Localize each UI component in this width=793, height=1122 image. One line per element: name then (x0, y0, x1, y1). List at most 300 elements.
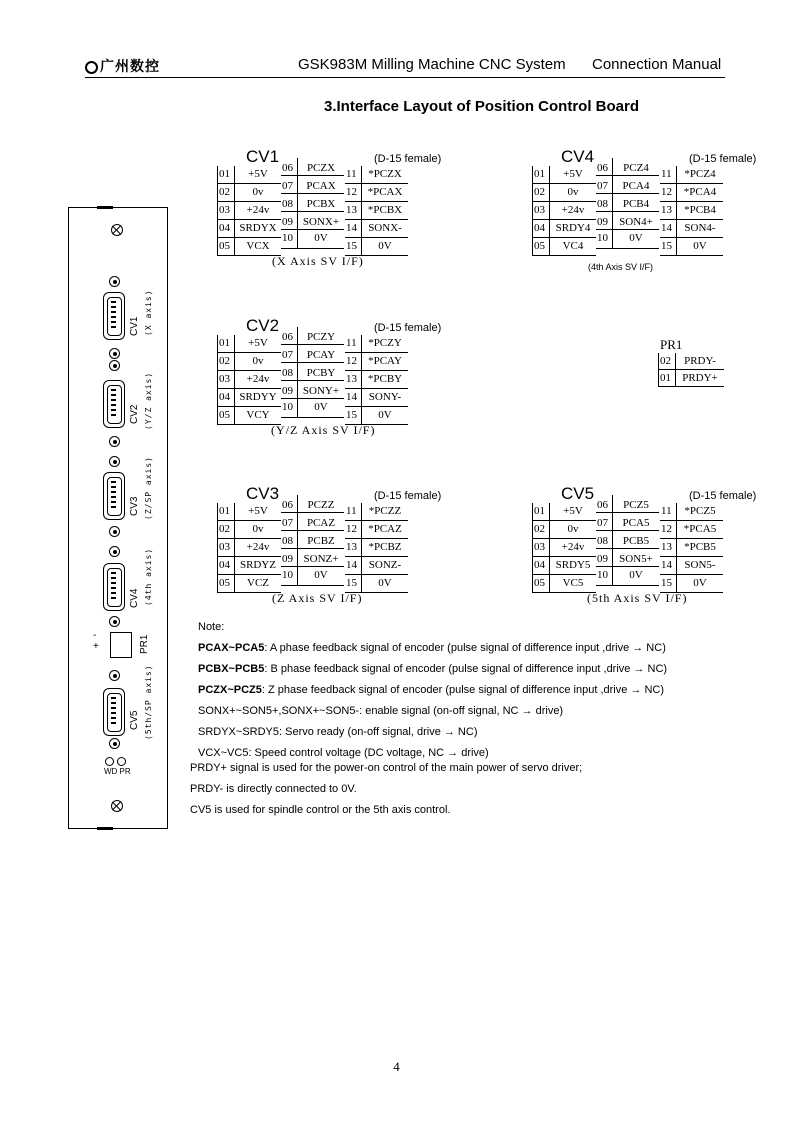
pin-number: 01 (534, 505, 545, 517)
pin-cell (281, 549, 344, 567)
pin-number: 08 (282, 535, 293, 547)
pin-number: 12 (346, 186, 357, 198)
pin-signal: VC4 (549, 238, 596, 255)
pin-signal: 0V (676, 238, 723, 255)
pin-number: 12 (346, 355, 357, 367)
pin-signal: +5V (549, 166, 596, 183)
pin-number: 08 (282, 198, 293, 210)
pin-cell (660, 539, 723, 557)
pin-cell (596, 495, 659, 513)
pin-signal: PCZX (297, 158, 344, 175)
pin-number: 08 (597, 198, 608, 210)
pin-cell (533, 521, 596, 539)
pin-cell (281, 399, 344, 418)
pin-cell (281, 531, 344, 549)
pin-signal: +24v (549, 539, 596, 556)
pin-cell (345, 166, 408, 184)
pin-signal: 0V (297, 567, 344, 585)
pin-signal: 0V (612, 567, 659, 585)
page-number: 4 (393, 1059, 400, 1074)
note-item: SRDYX~SRDY5: Servo ready (on-off signal, drive → NC) (198, 726, 478, 738)
pin-number: 03 (534, 204, 545, 216)
cv3-pin-column (345, 503, 408, 593)
pin-signal: 0V (361, 238, 408, 255)
pin-number: 11 (346, 337, 357, 349)
pin-signal: SON4+ (612, 212, 659, 229)
cv3-port-icon (103, 472, 125, 520)
pin-cell (218, 557, 281, 575)
pin-signal: PCA4 (612, 176, 659, 193)
pin-cell (281, 176, 344, 194)
pin-signal: PCZY (297, 327, 344, 344)
pin-cell (218, 166, 281, 184)
pin-cell (218, 521, 281, 539)
connector-cv1-table (217, 147, 447, 270)
pin-number: 05 (219, 577, 230, 589)
pin-number: 07 (282, 180, 293, 192)
pr1-plus-label: + (93, 641, 99, 652)
board-sublabel-cv2: (Y/Z axis) (144, 371, 153, 430)
pin-cell (345, 557, 408, 575)
pin-number: 02 (219, 523, 230, 535)
pin-number: 01 (219, 168, 230, 180)
pr1-row: 01 PRDY+ (658, 370, 724, 387)
screw-icon (109, 276, 120, 287)
pin-signal: SONY- (361, 389, 408, 406)
mounting-screw-icon (111, 800, 123, 812)
pin-signal: PCAX (297, 176, 344, 193)
pin-cell (218, 353, 281, 371)
pin-number: 05 (534, 240, 545, 252)
board-label-cv3: CV3 (129, 496, 140, 516)
cv5-pin-column (596, 495, 659, 586)
pin-number: 15 (346, 409, 357, 421)
pin-number: 13 (661, 541, 672, 553)
pin-cell (218, 184, 281, 202)
pin-cell (281, 513, 344, 531)
pin-number: 12 (661, 186, 672, 198)
pin-signal: SONX- (361, 220, 408, 237)
pin-cell (660, 557, 723, 575)
cv2-pin-column (345, 335, 408, 425)
pin-cell (345, 353, 408, 371)
pin-number: 15 (346, 577, 357, 589)
pin-signal: PCBZ (297, 531, 344, 548)
pin-signal: *PCAZ (361, 521, 408, 538)
cv3-caption: (Z Axis SV I/F) (272, 591, 363, 605)
cv4-caption: (4th Axis SV I/F) (588, 262, 654, 272)
pin-signal: SRDYZ (234, 557, 281, 574)
pin-number: 13 (346, 373, 357, 385)
pin-cell (660, 220, 723, 238)
screw-icon (109, 616, 120, 627)
pin-signal: SON5- (676, 557, 723, 574)
pin-number: 07 (282, 517, 293, 529)
pin-signal: SONY+ (297, 381, 344, 398)
pin-cell (218, 220, 281, 238)
pin-signal: SONZ- (361, 557, 408, 574)
pin-cell (533, 557, 596, 575)
mounting-screw-icon (111, 224, 123, 236)
pin-cell (281, 327, 344, 345)
pin-cell (218, 539, 281, 557)
wd-led-icon (105, 757, 114, 766)
wd-pr-label: WD PR (104, 767, 131, 776)
pin-signal: *PCZ4 (676, 166, 723, 183)
pin-signal: *PCB5 (676, 539, 723, 556)
pin-cell (345, 202, 408, 220)
cv2-type: (D-15 female) (374, 322, 442, 334)
screw-icon (109, 670, 120, 681)
pin-cell (660, 521, 723, 539)
pin-number: 08 (282, 367, 293, 379)
board-label-cv5: CV5 (129, 710, 140, 730)
pin-signal: *PCB4 (676, 202, 723, 219)
pin-signal: *PCZX (361, 166, 408, 183)
notes-title: Note: (198, 621, 225, 633)
pin-number: 06 (597, 162, 608, 174)
board-label-cv4: CV4 (129, 588, 140, 608)
pin-number: 02 (219, 186, 230, 198)
cv4-pin-column (532, 166, 596, 256)
pin-cell (596, 230, 659, 249)
pin-number: 09 (282, 385, 293, 397)
company-logo: 广州数控 (85, 56, 160, 76)
pin-cell (345, 184, 408, 202)
pin-cell (533, 220, 596, 238)
pin-number: 09 (282, 216, 293, 228)
cv1-type: (D-15 female) (374, 153, 442, 165)
pin-number: 03 (219, 373, 230, 385)
screw-icon (109, 436, 120, 447)
pr1-connector-icon (110, 632, 132, 658)
pin-cell (596, 158, 659, 176)
pin-number: 13 (346, 541, 357, 553)
pin-cell (345, 521, 408, 539)
pr1-table (658, 337, 724, 387)
screw-icon (109, 738, 120, 749)
pin-number: 14 (346, 391, 357, 403)
pin-number: 12 (661, 523, 672, 535)
pin-signal: 0v (234, 521, 281, 538)
pin-cell (533, 202, 596, 220)
pin-number: 15 (346, 240, 357, 252)
pin-signal: +5V (549, 503, 596, 520)
pin-cell (281, 567, 344, 586)
pin-cell (218, 371, 281, 389)
note-item: SONX+~SON5+,SONX+~SON5-: enable signal (on-off signal, NC → drive) (198, 705, 564, 717)
pin-number: 14 (346, 222, 357, 234)
pin-number: 03 (534, 541, 545, 553)
pin-number: 09 (282, 553, 293, 565)
pin-cell (596, 513, 659, 531)
connector-cv5-table (532, 484, 762, 607)
board-sublabel-cv3: (Z/SP axis) (144, 456, 153, 520)
pin-cell (345, 503, 408, 521)
pin-number: 05 (534, 577, 545, 589)
pin-number: 11 (661, 168, 672, 180)
pin-number: 04 (534, 222, 545, 234)
pin-cell (218, 389, 281, 407)
pin-cell (533, 539, 596, 557)
page-title: 3.Interface Layout of Position Control Board (323, 98, 640, 115)
pin-number: 09 (597, 216, 608, 228)
pin-signal: VCZ (234, 575, 281, 592)
pin-cell (218, 202, 281, 220)
pin-number: 05 (219, 409, 230, 421)
cv2-title: CV2 (246, 316, 280, 335)
pin-signal: 0V (297, 230, 344, 248)
pin-number: 02 (534, 186, 545, 198)
pin-number: 01 (219, 337, 230, 349)
pin-signal: VCX (234, 238, 281, 255)
board-label-cv2: CV2 (129, 404, 140, 424)
pin-number: 15 (661, 577, 672, 589)
pin-cell (660, 202, 723, 220)
pin-cell (281, 230, 344, 249)
pin-cell (596, 549, 659, 567)
pin-signal: PCA5 (612, 513, 659, 530)
header-divider (85, 77, 725, 78)
pin-signal: +5V (234, 503, 281, 520)
pin-number: 11 (661, 505, 672, 517)
pin-cell (281, 158, 344, 176)
pin-cell (345, 539, 408, 557)
pin-signal: PCZZ (297, 495, 344, 512)
pin-number: 05 (219, 240, 230, 252)
pin-signal: 0v (549, 184, 596, 201)
pin-signal: PCBY (297, 363, 344, 380)
pin-signal: *PCA5 (676, 521, 723, 538)
pin-number: 07 (282, 349, 293, 361)
pin-number: 10 (282, 401, 293, 413)
pr1-title: PR1 (660, 337, 683, 352)
connector-cv2-table (217, 316, 447, 439)
pin-signal: SRDY5 (549, 557, 596, 574)
header-manual: Connection Manual (592, 56, 722, 73)
pin-number: 10 (282, 569, 293, 581)
note-extra-item: CV5 is used for spindle control or the 5th axis control. (190, 804, 451, 816)
pin-signal: PCB5 (612, 531, 659, 548)
pin-signal: PCBX (297, 194, 344, 211)
cv4-title: CV4 (561, 147, 595, 166)
note-item: PCZX~PCZ5: Z phase feedback signal of encoder (pulse signal of difference input ,drive → NC) (198, 684, 665, 696)
board-sublabel-cv4: (4th axis) (144, 547, 153, 606)
pin-number: 03 (219, 204, 230, 216)
pr1-row: 02 PRDY- (658, 353, 724, 370)
cv5-title: CV5 (561, 484, 595, 503)
pin-number: 10 (597, 232, 608, 244)
pin-cell (596, 531, 659, 549)
pin-signal: SONZ+ (297, 549, 344, 566)
note-item: PCBX~PCB5: B phase feedback signal of encoder (pulse signal of difference input ,drive → NC) (198, 663, 668, 675)
cv1-caption: (X Axis SV I/F) (272, 254, 364, 268)
pin-cell (218, 503, 281, 521)
pin-cell (281, 495, 344, 513)
pin-cell (596, 212, 659, 230)
pin-signal: 0V (297, 399, 344, 417)
pin-signal: 0V (361, 575, 408, 592)
cv1-title: CV1 (246, 147, 280, 166)
pin-signal: PCAY (297, 345, 344, 362)
note-extra-item: PRDY+ signal is used for the power-on control of the main power of servo driver; (190, 762, 583, 774)
pin-signal: 0V (676, 575, 723, 592)
pin-signal: 0V (612, 230, 659, 248)
notes-extra (190, 758, 582, 821)
pin-signal: SRDYX (234, 220, 281, 237)
pin-cell (596, 176, 659, 194)
screw-icon (109, 526, 120, 537)
pin-cell (281, 194, 344, 212)
pin-signal: 0v (234, 184, 281, 201)
pin-cell (660, 184, 723, 202)
pin-cell (533, 166, 596, 184)
note-item: VCX~VC5: Speed control voltage (DC voltage, NC → drive) (198, 747, 489, 759)
pr-led-icon (117, 757, 126, 766)
board-sublabel-cv5: (5th/SP axis) (144, 664, 153, 740)
cv5-type: (D-15 female) (689, 490, 757, 502)
pin-number: 06 (282, 162, 293, 174)
pin-cell (660, 238, 723, 256)
pin-cell (596, 567, 659, 586)
pin-signal: SONX+ (297, 212, 344, 229)
pin-signal: +5V (234, 335, 281, 352)
logo-mark-icon (85, 61, 98, 74)
cv4-type: (D-15 female) (689, 153, 757, 165)
pin-signal: +24v (234, 371, 281, 388)
pin-cell (533, 184, 596, 202)
cv2-pin-column (281, 327, 344, 418)
cv2-port-icon (103, 380, 125, 428)
pin-cell (533, 503, 596, 521)
pin-cell (281, 345, 344, 363)
pin-signal: VC5 (549, 575, 596, 592)
cv2-pin-column (217, 335, 281, 425)
board-sublabel-cv1: (X axis) (144, 289, 153, 336)
pin-number: 14 (661, 559, 672, 571)
cv5-pin-column (532, 503, 596, 593)
pin-number: 01 (219, 505, 230, 517)
pin-signal: +24v (549, 202, 596, 219)
pin-number: 06 (282, 499, 293, 511)
connector-cv4-table (532, 147, 762, 272)
pin-number: 07 (597, 517, 608, 529)
pin-cell (281, 381, 344, 399)
screw-icon (109, 360, 120, 371)
pin-cell (660, 166, 723, 184)
pin-signal: *PCZ5 (676, 503, 723, 520)
pin-cell (596, 194, 659, 212)
pin-number: 04 (219, 222, 230, 234)
cv4-pin-column (660, 166, 723, 256)
pin-number: 11 (346, 168, 357, 180)
pin-cell (345, 389, 408, 407)
pin-signal: PCAZ (297, 513, 344, 530)
pin-cell (345, 220, 408, 238)
pin-number: 02 (534, 523, 545, 535)
pin-number: 13 (661, 204, 672, 216)
pin-number: 15 (661, 240, 672, 252)
pin-number: 11 (346, 505, 357, 517)
screw-icon (109, 546, 120, 557)
pin-number: 14 (346, 559, 357, 571)
pin-signal: *PCBZ (361, 539, 408, 556)
pin-number: 06 (282, 331, 293, 343)
board-label-pr1: PR1 (139, 634, 150, 654)
cv1-pin-column (281, 158, 344, 249)
pin-number: 08 (597, 535, 608, 547)
pin-signal: *PCA4 (676, 184, 723, 201)
cv2-caption: (Y/Z Axis SV I/F) (271, 423, 376, 437)
pin-signal: +24v (234, 202, 281, 219)
connector-cv3-table (217, 484, 447, 607)
cv4-port-icon (103, 563, 125, 611)
pin-number: 12 (346, 523, 357, 535)
cv5-port-icon (103, 688, 125, 736)
cv5-caption: (5th Axis SV I/F) (587, 591, 688, 605)
board-label-cv1: CV1 (129, 316, 140, 336)
pin-signal: +5V (234, 166, 281, 183)
cv3-type: (D-15 female) (374, 490, 442, 502)
pin-number: 10 (282, 232, 293, 244)
pin-number: 10 (597, 569, 608, 581)
pin-cell (281, 363, 344, 381)
pin-number: 06 (597, 499, 608, 511)
pin-signal: SON5+ (612, 549, 659, 566)
pin-cell (218, 335, 281, 353)
notes-block (198, 617, 667, 764)
pin-signal: *PCAX (361, 184, 408, 201)
pin-cell (281, 212, 344, 230)
cv3-pin-column (217, 503, 281, 593)
pin-number: 14 (661, 222, 672, 234)
pin-number: 02 (219, 355, 230, 367)
pin-number: 04 (219, 391, 230, 403)
pin-signal: PCB4 (612, 194, 659, 211)
pin-number: 13 (346, 204, 357, 216)
note-item: PCAX~PCA5: A phase feedback signal of encoder (pulse signal of difference input ,drive → NC) (198, 642, 666, 654)
pin-signal: *PCZY (361, 335, 408, 352)
note-extra-item: PRDY- is directly connected to 0V. (190, 783, 357, 795)
pin-number: 09 (597, 553, 608, 565)
pin-number: 04 (219, 559, 230, 571)
board-top-tab (97, 206, 113, 209)
screw-icon (109, 348, 120, 359)
pin-signal: 0v (234, 353, 281, 370)
cv3-title: CV3 (246, 484, 280, 503)
pin-cell (345, 371, 408, 389)
screw-icon (109, 456, 120, 467)
pin-signal: VCY (234, 407, 281, 424)
cv1-pin-column (217, 166, 281, 256)
pin-cell (533, 238, 596, 256)
cv5-pin-column (660, 503, 723, 593)
pin-number: 01 (534, 168, 545, 180)
cv1-port-icon (103, 292, 125, 340)
position-control-board (68, 207, 168, 829)
pin-signal: *PCZZ (361, 503, 408, 520)
pin-signal: *PCAY (361, 353, 408, 370)
pin-signal: 0v (549, 521, 596, 538)
pin-number: 07 (597, 180, 608, 192)
pin-signal: PCZ4 (612, 158, 659, 175)
pin-signal: SRDY4 (549, 220, 596, 237)
pin-signal: SON4- (676, 220, 723, 237)
pin-signal: 0V (361, 407, 408, 424)
board-bottom-tab (97, 827, 113, 830)
pin-signal: SRDYY (234, 389, 281, 406)
pin-signal: *PCBY (361, 371, 408, 388)
